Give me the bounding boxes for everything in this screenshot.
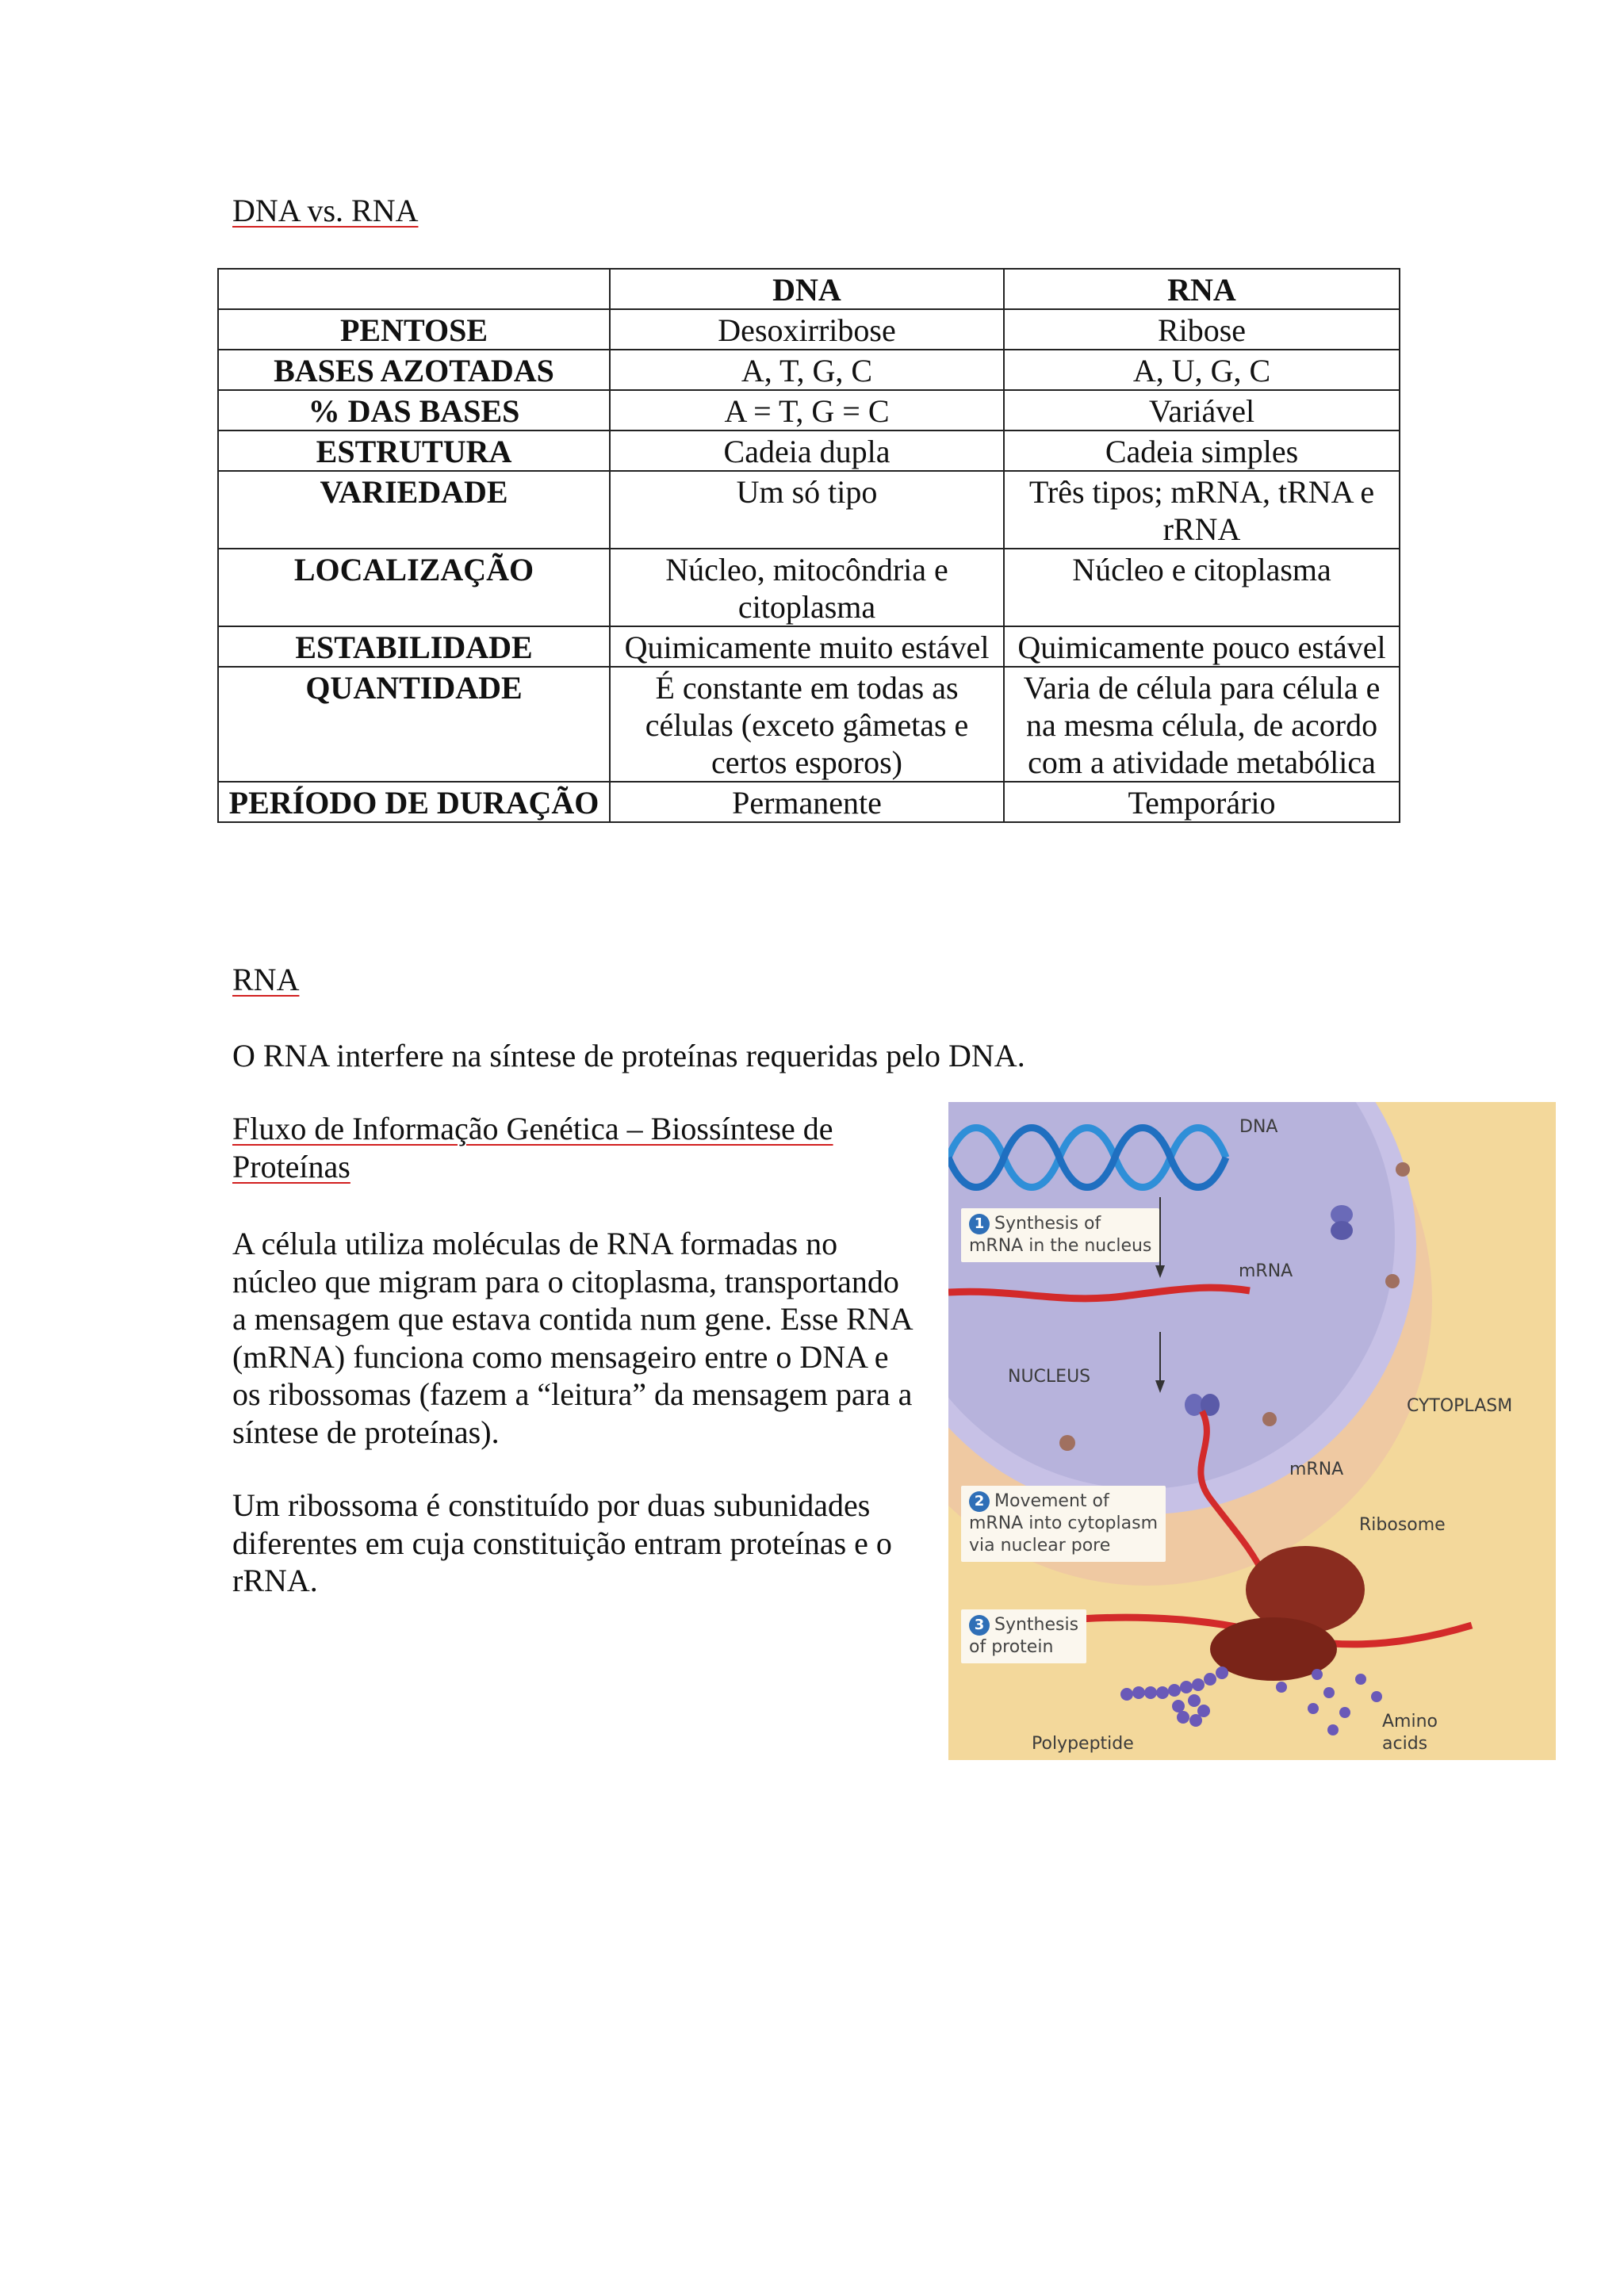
table-row <box>218 390 1400 430</box>
table-row <box>218 549 1400 626</box>
row-label: PENTOSE <box>218 309 610 350</box>
rna-cell: Varia de célula para célula e na mesma célula, de acordo com a atividade metabólica <box>1004 667 1400 782</box>
cytoplasm-granule <box>1262 1412 1277 1426</box>
cytoplasm-granule <box>1385 1274 1400 1288</box>
row-label: QUANTIDADE <box>218 667 610 782</box>
rna-cell: Núcleo e citoplasma <box>1004 549 1400 626</box>
paragraph-rna-function: A célula utiliza moléculas de RNA formadas no núcleo que migram para o citoplasma, transportando a mensagem que estava contida num gene. Esse RNA (mRNA) funciona como mensageiro entre o DNA e os ribossomas (fazem a “leitura” da mensagem para a síntese de proteínas). <box>232 1226 913 1450</box>
table-row <box>218 626 1400 667</box>
row-label: ESTABILIDADE <box>218 626 610 667</box>
header-empty <box>218 269 610 309</box>
row-label: BASES AZOTADAS <box>218 350 610 390</box>
table-header-row <box>218 269 1400 309</box>
step-1-box <box>961 1208 1159 1262</box>
rna-cell: Três tipos; mRNA, tRNA e rRNA <box>1004 471 1400 549</box>
step-number: 2 <box>969 1491 990 1512</box>
dna-cell: A = T, G = C <box>610 390 1004 430</box>
cytoplasm-granule <box>1396 1162 1410 1177</box>
dna-cell: Núcleo, mitocôndria e citoplasma <box>610 549 1004 626</box>
dna-cell: É constante em todas as células (exceto gâmetas e certos esporos) <box>610 667 1004 782</box>
row-label: LOCALIZAÇÃO <box>218 549 610 626</box>
row-label: % DAS BASES <box>218 390 610 430</box>
table-row <box>218 350 1400 390</box>
table-row <box>218 430 1400 471</box>
rna-cell: Cadeia simples <box>1004 430 1400 471</box>
label-nucleus: NUCLEUS <box>1008 1367 1091 1387</box>
rna-heading: RNA <box>232 962 300 997</box>
rna-cell: A, U, G, C <box>1004 350 1400 390</box>
row-label: ESTRUTURA <box>218 430 610 471</box>
polypeptide-chain <box>1120 1667 1228 1727</box>
table-row <box>218 471 1400 549</box>
step-3-box <box>961 1609 1086 1663</box>
label-polypeptide: Polypeptide <box>1032 1734 1134 1754</box>
table-row <box>218 309 1400 350</box>
step-2-box <box>961 1486 1166 1562</box>
step-number: 1 <box>969 1214 990 1234</box>
section-heading: Fluxo de Informação Genética – Biossíntese de Proteínas <box>232 1111 833 1184</box>
protein-synthesis-figure <box>948 1102 1556 1760</box>
step-text: Synthesis of protein <box>969 1615 1079 1657</box>
nuclear-pore <box>1331 1221 1353 1240</box>
dna-cell: Permanente <box>610 782 1004 822</box>
cytoplasm-granule <box>1059 1435 1075 1451</box>
dna-cell: Quimicamente muito estável <box>610 626 1004 667</box>
step-text: Synthesis of mRNA in the nucleus <box>969 1214 1152 1256</box>
rna-cell: Variável <box>1004 390 1400 430</box>
label-dna: DNA <box>1239 1117 1278 1137</box>
label-mrna-cytoplasm: mRNA <box>1289 1460 1344 1479</box>
header-rna: RNA <box>1004 269 1400 309</box>
step-text: Movement of mRNA into cytoplasm via nuclear pore <box>969 1491 1159 1556</box>
label-cytoplasm: CYTOPLASM <box>1407 1396 1513 1416</box>
rna-cell: Temporário <box>1004 782 1400 822</box>
label-amino-acids: Amino acids <box>1382 1712 1438 1754</box>
dna-cell: Cadeia dupla <box>610 430 1004 471</box>
page-title: DNA vs. RNA <box>232 193 419 228</box>
comparison-table <box>217 268 1400 823</box>
rna-cell: Ribose <box>1004 309 1400 350</box>
table-row <box>218 782 1400 822</box>
dna-cell: Um só tipo <box>610 471 1004 549</box>
intro-text: O RNA interfere na síntese de proteínas requeridas pelo DNA. <box>232 1038 1025 1073</box>
label-mrna-nucleus: mRNA <box>1239 1261 1293 1281</box>
dna-cell: Desoxirribose <box>610 309 1004 350</box>
table-row <box>218 667 1400 782</box>
row-label: PERÍODO DE DURAÇÃO <box>218 782 610 822</box>
step-number: 3 <box>969 1615 990 1636</box>
header-dna: DNA <box>610 269 1004 309</box>
rna-cell: Quimicamente pouco estável <box>1004 626 1400 667</box>
label-ribosome: Ribosome <box>1359 1515 1446 1535</box>
paragraph-ribosome: Um ribossoma é constituído por duas subunidades diferentes em cuja constituição entram proteínas e o rRNA. <box>232 1487 892 1598</box>
dna-cell: A, T, G, C <box>610 350 1004 390</box>
row-label: VARIEDADE <box>218 471 610 549</box>
